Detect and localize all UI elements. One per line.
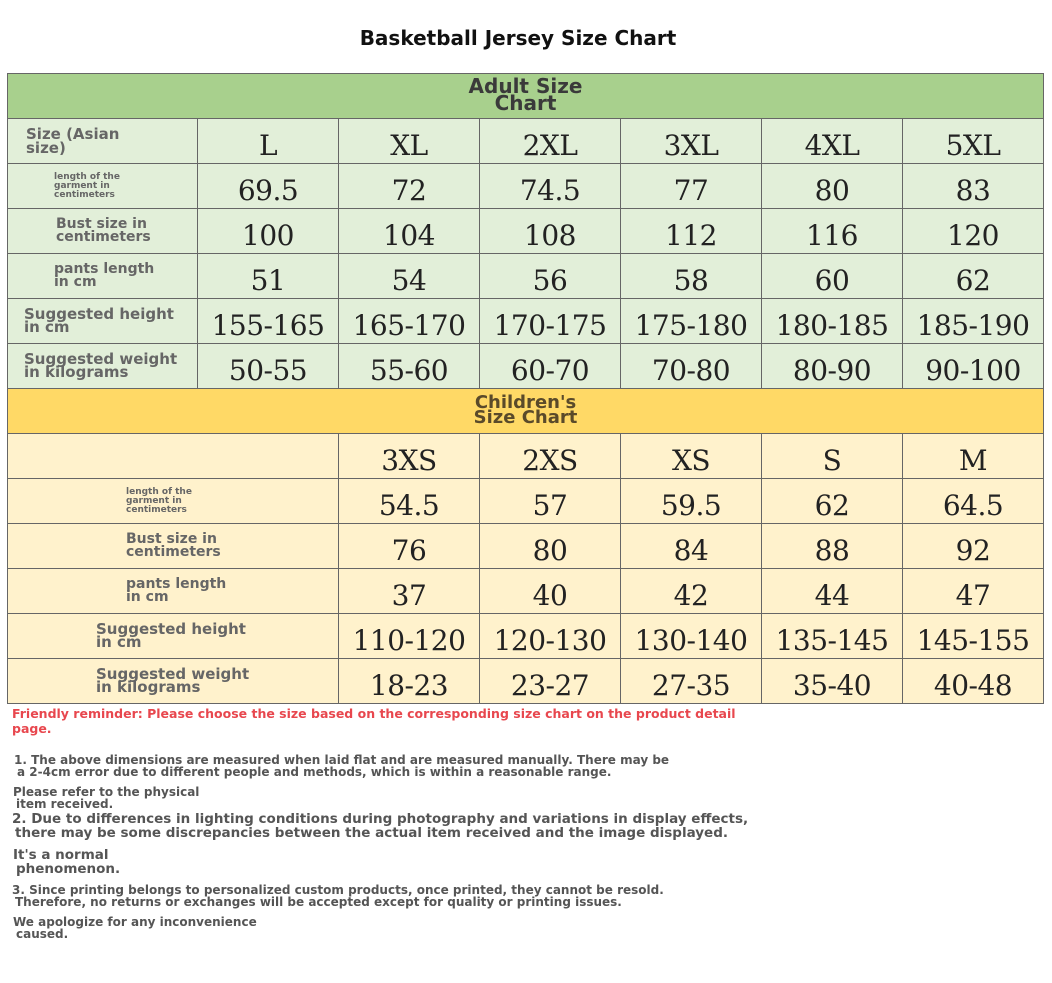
table-cell: 83 (903, 164, 1044, 209)
note-3: 3. Since printing belongs to personalized custom products, once printed, they cannot be resold. Therefore, no returns or exchanges will be accepted except for quality or printing issues. (12, 883, 664, 909)
table-cell: 110-120 (339, 614, 480, 659)
adult-size-header-row (8, 119, 1044, 164)
note-refer: Please refer to the physical item received. (13, 785, 200, 811)
children-pants-row (8, 569, 1044, 614)
adult-length-label: length of the garment in centimeters (8, 164, 198, 209)
adult-band-row (8, 74, 1044, 119)
adult-size-5xl: 5XL (903, 119, 1044, 164)
children-length-label: length of the garment in centimeters (8, 479, 339, 524)
table-cell: 120 (903, 209, 1044, 254)
table-cell: 74.5 (480, 164, 621, 209)
table-cell: 180-185 (762, 299, 903, 344)
table-cell: 145-155 (903, 614, 1044, 659)
adult-weight-label: Suggested weight in kilograms (8, 344, 198, 389)
children-height-label: Suggested height in cm (8, 614, 339, 659)
children-pants-label: pants length in cm (8, 569, 339, 614)
children-height-row (8, 614, 1044, 659)
table-cell: 59.5 (621, 479, 762, 524)
table-cell: 185-190 (903, 299, 1044, 344)
children-size-label (8, 434, 339, 479)
note-1: 1. The above dimensions are measured when laid flat and are measured manually. There may be a 2-4cm error due to different people and methods, which is within a reasonable range. (14, 753, 670, 779)
table-cell: 120-130 (480, 614, 621, 659)
table-cell: 62 (762, 479, 903, 524)
children-bust-row (8, 524, 1044, 569)
children-size-xs: XS (621, 434, 762, 479)
table-cell: 108 (480, 209, 621, 254)
table-cell: 80-90 (762, 344, 903, 389)
note-apology: We apologize for any inconvenience caused. (13, 915, 257, 941)
table-cell: 112 (621, 209, 762, 254)
table-cell: 80 (762, 164, 903, 209)
table-cell: 84 (621, 524, 762, 569)
table-cell: 175-180 (621, 299, 762, 344)
table-cell: 69.5 (198, 164, 339, 209)
page-title: Basketball Jersey Size Chart (359, 26, 677, 50)
table-cell: 170-175 (480, 299, 621, 344)
table-cell: 23-27 (480, 659, 621, 704)
table-cell: 100 (198, 209, 339, 254)
adult-size-4xl: 4XL (762, 119, 903, 164)
table-cell: 135-145 (762, 614, 903, 659)
adult-pants-label: pants length in cm (8, 254, 198, 299)
table-cell: 51 (198, 254, 339, 299)
adult-height-row (8, 299, 1044, 344)
children-size-s: S (762, 434, 903, 479)
table-cell: 42 (621, 569, 762, 614)
table-cell: 76 (339, 524, 480, 569)
adult-bust-row (8, 209, 1044, 254)
table-cell: 62 (903, 254, 1044, 299)
table-cell: 40 (480, 569, 621, 614)
notes-section (12, 706, 772, 948)
table-cell: 165-170 (339, 299, 480, 344)
table-cell: 116 (762, 209, 903, 254)
size-chart-table (7, 73, 1044, 704)
table-cell: 37 (339, 569, 480, 614)
table-cell: 55-60 (339, 344, 480, 389)
table-cell: 27-35 (621, 659, 762, 704)
adult-bust-label: Bust size in centimeters (8, 209, 198, 254)
adult-height-label: Suggested height in cm (8, 299, 198, 344)
table-cell: 104 (339, 209, 480, 254)
table-cell: 60-70 (480, 344, 621, 389)
adult-size-xl: XL (339, 119, 480, 164)
table-cell: 58 (621, 254, 762, 299)
children-bust-label: Bust size in centimeters (8, 524, 339, 569)
table-cell: 50-55 (198, 344, 339, 389)
children-size-header-row (8, 434, 1044, 479)
table-cell: 77 (621, 164, 762, 209)
table-cell: 35-40 (762, 659, 903, 704)
adult-pants-row (8, 254, 1044, 299)
children-length-row (8, 479, 1044, 524)
table-cell: 60 (762, 254, 903, 299)
table-cell: 72 (339, 164, 480, 209)
adult-size-3xl: 3XL (621, 119, 762, 164)
note-normal: It's a normal phenomenon. (13, 847, 121, 877)
table-cell: 70-80 (621, 344, 762, 389)
children-size-2xs: 2XS (480, 434, 621, 479)
adult-band (8, 74, 1044, 119)
table-cell: 47 (903, 569, 1044, 614)
table-cell: 88 (762, 524, 903, 569)
table-cell: 18-23 (339, 659, 480, 704)
table-cell: 57 (480, 479, 621, 524)
adult-size-l: L (198, 119, 339, 164)
children-band-row (8, 389, 1044, 434)
table-cell: 90-100 (903, 344, 1044, 389)
table-cell: 40-48 (903, 659, 1044, 704)
adult-band-title: Adult Size Chart (468, 74, 583, 115)
table-cell: 54.5 (339, 479, 480, 524)
children-band-title: Children's Size Chart (473, 392, 578, 428)
children-size-m: M (903, 434, 1044, 479)
adult-weight-row (8, 344, 1044, 389)
adult-size-2xl: 2XL (480, 119, 621, 164)
children-weight-row (8, 659, 1044, 704)
friendly-reminder: Friendly reminder: Please choose the size based on the corresponding size chart on the product detail page. (12, 706, 736, 736)
table-cell: 130-140 (621, 614, 762, 659)
children-band (8, 389, 1044, 434)
table-cell: 155-165 (198, 299, 339, 344)
table-cell: 64.5 (903, 479, 1044, 524)
adult-size-label: Size (Asian size) (8, 119, 198, 164)
adult-length-row (8, 164, 1044, 209)
table-cell: 92 (903, 524, 1044, 569)
children-weight-label: Suggested weight in kilograms (8, 659, 339, 704)
note-2: 2. Due to differences in lighting conditions during photography and variations in display effects, there may be some discrepancies between the actual item received and the image displayed. (12, 811, 749, 841)
table-cell: 44 (762, 569, 903, 614)
table-cell: 80 (480, 524, 621, 569)
children-size-3xs: 3XS (339, 434, 480, 479)
table-cell: 54 (339, 254, 480, 299)
table-cell: 56 (480, 254, 621, 299)
